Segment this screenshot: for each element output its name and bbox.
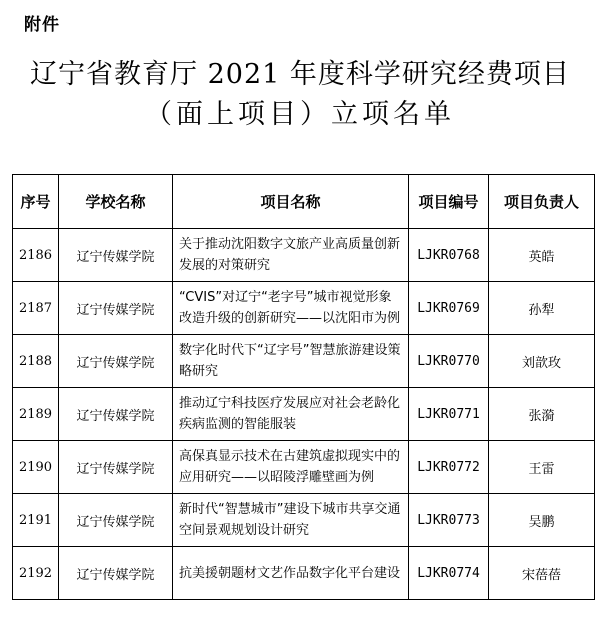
table-row — [13, 282, 595, 335]
cell-leader: 王雷 — [489, 441, 595, 494]
cell-leader: 吴鹏 — [489, 494, 595, 547]
column-header-project-code: 项目编号 — [409, 175, 489, 229]
cell-seq: 2189 — [13, 388, 59, 441]
cell-seq: 2192 — [13, 547, 59, 600]
cell-school: 辽宁传媒学院 — [59, 494, 173, 547]
cell-seq: 2186 — [13, 229, 59, 282]
attachment-label: 附件 — [24, 15, 60, 35]
cell-project-name: 新时代“智慧城市”建设下城市共享交通空间景观规划设计研究 — [173, 494, 409, 547]
cell-seq: 2187 — [13, 282, 59, 335]
cell-project-code: LJKR0771 — [409, 388, 489, 441]
cell-school: 辽宁传媒学院 — [59, 441, 173, 494]
cell-school: 辽宁传媒学院 — [59, 547, 173, 600]
cell-project-name: 关于推动沈阳数字文旅产业高质量创新发展的对策研究 — [173, 229, 409, 282]
cell-project-name: “CVIS”对辽宁“老字号”城市视觉形象改造升级的创新研究——以沈阳市为例 — [173, 282, 409, 335]
column-header-seq: 序号 — [13, 175, 59, 229]
column-header-project-name: 项目名称 — [173, 175, 409, 229]
project-table — [12, 174, 595, 600]
cell-project-name: 推动辽宁科技医疗发展应对社会老龄化疾病监测的智能服装 — [173, 388, 409, 441]
table-header-row — [13, 175, 595, 229]
cell-project-name: 高保真显示技术在古建筑虚拟现实中的应用研究——以昭陵浮雕壁画为例 — [173, 441, 409, 494]
cell-school: 辽宁传媒学院 — [59, 229, 173, 282]
table-row — [13, 494, 595, 547]
cell-school: 辽宁传媒学院 — [59, 335, 173, 388]
cell-leader: 刘歆玫 — [489, 335, 595, 388]
column-header-leader: 项目负责人 — [489, 175, 595, 229]
cell-project-name: 抗美援朝题材文艺作品数字化平台建设 — [173, 547, 409, 600]
cell-project-code: LJKR0774 — [409, 547, 489, 600]
cell-project-name: 数字化时代下“辽字号”智慧旅游建设策略研究 — [173, 335, 409, 388]
cell-seq: 2188 — [13, 335, 59, 388]
cell-project-code: LJKR0768 — [409, 229, 489, 282]
cell-leader: 孙犁 — [489, 282, 595, 335]
cell-school: 辽宁传媒学院 — [59, 282, 173, 335]
cell-leader: 英皓 — [489, 229, 595, 282]
table-row — [13, 335, 595, 388]
document-title-line-2: （面上项目）立项名单 — [145, 99, 455, 130]
cell-seq: 2190 — [13, 441, 59, 494]
document-title-line-1: 辽宁省教育厅 2021 年度科学研究经费项目 — [30, 59, 570, 90]
cell-leader: 宋蓓蓓 — [489, 547, 595, 600]
table-row — [13, 388, 595, 441]
cell-school: 辽宁传媒学院 — [59, 388, 173, 441]
table-row — [13, 441, 595, 494]
cell-project-code: LJKR0769 — [409, 282, 489, 335]
cell-leader: 张漪 — [489, 388, 595, 441]
table-row — [13, 229, 595, 282]
table-row — [13, 547, 595, 600]
column-header-school: 学校名称 — [59, 175, 173, 229]
cell-seq: 2191 — [13, 494, 59, 547]
cell-project-code: LJKR0770 — [409, 335, 489, 388]
cell-project-code: LJKR0773 — [409, 494, 489, 547]
cell-project-code: LJKR0772 — [409, 441, 489, 494]
